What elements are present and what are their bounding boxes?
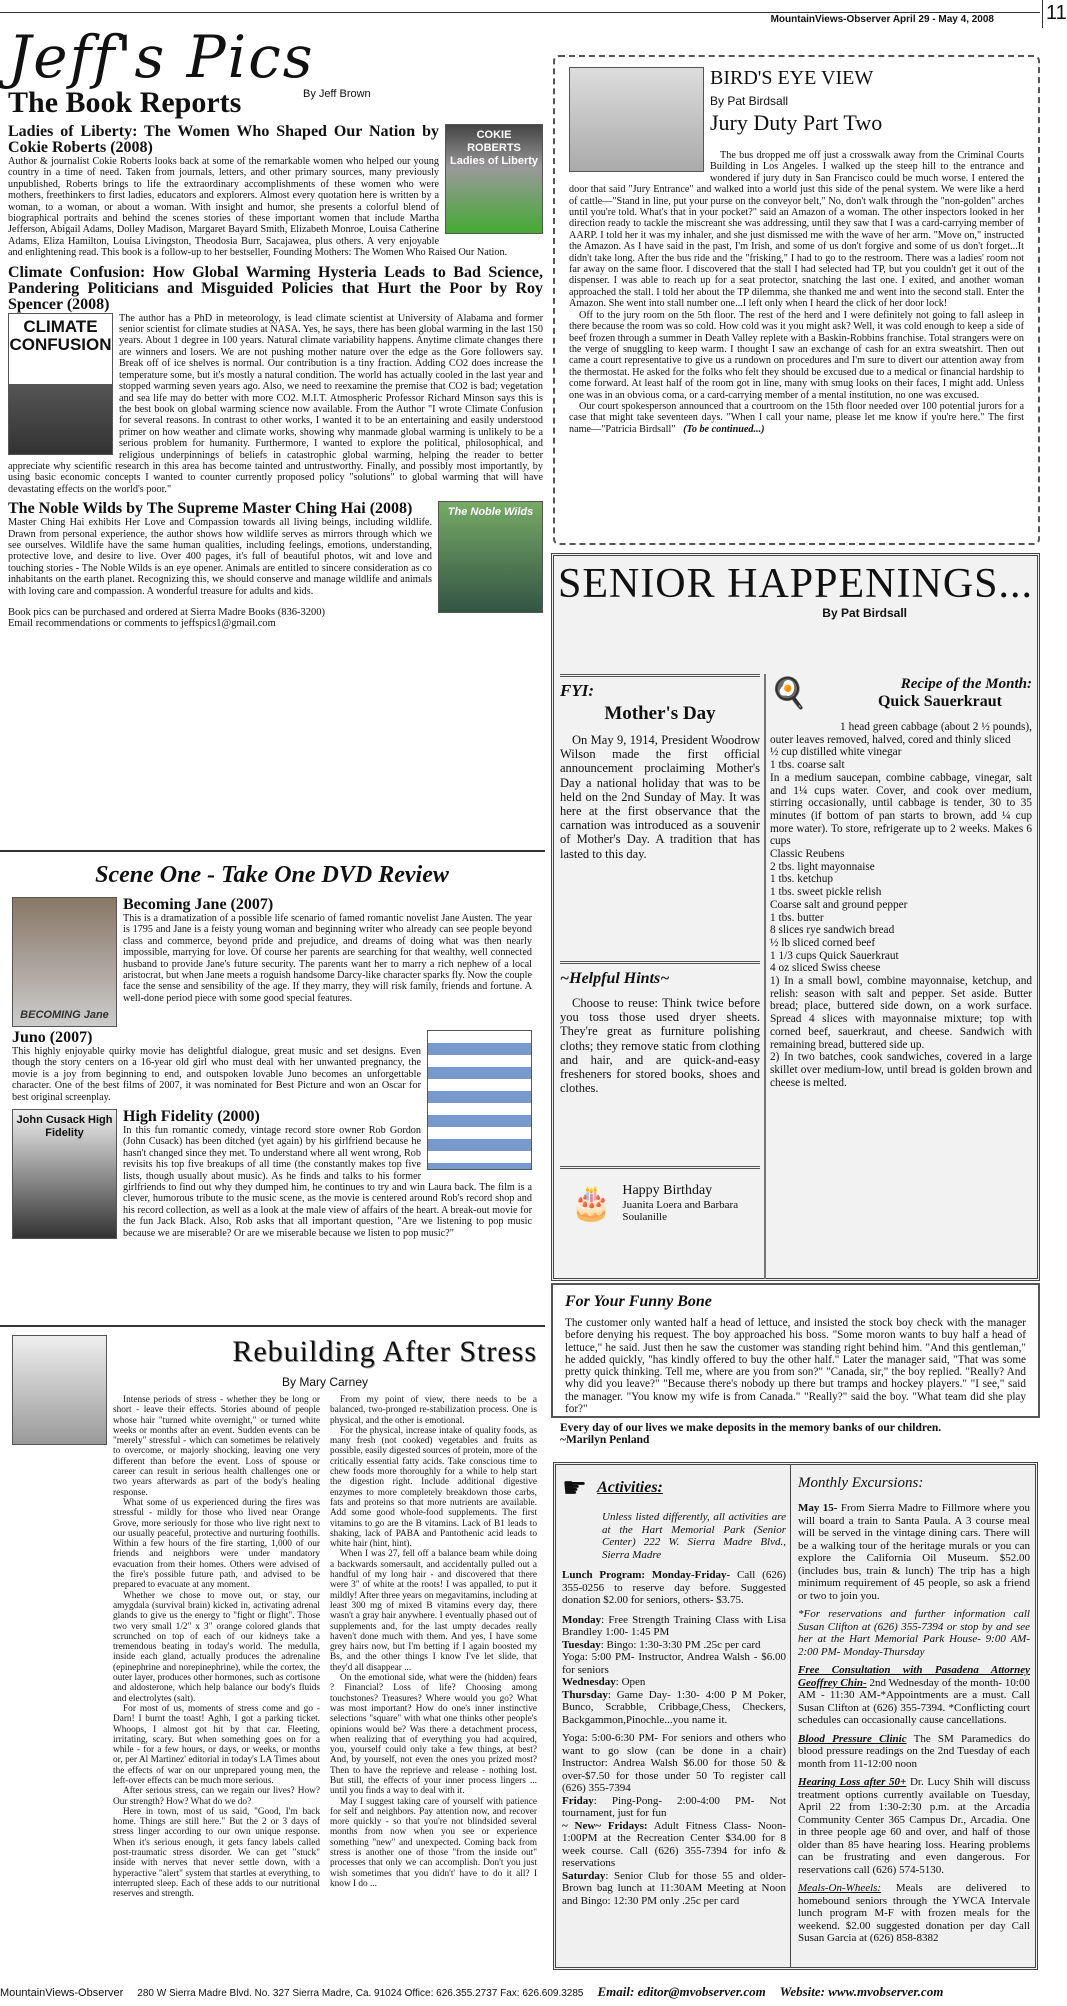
book-body: The author has a PhD in meteorology, is lead climate scientist at University of Alabama and former senior scientist for climate studies at NASA. Yes, he says, there has been global warming in the last 150 years. About 1 degree in 100 years. Natural climate variability happens. Anytime climate changes there are winners and losers. We are not pushing mother nature over the edge as the Gore followers say. Break off of ice shelves is normal. Our contribution is a tiny fraction. Adding CO2 does increase the temperature some, but it's mostly a natural condition. The world has actually cooled in the last year and stopped warming seven years ago. Also, we need to reexamine the premise that CO2 is bad; vegetation and sea life may do better with more CO2. M.I.T. Atmospheric Professor Richard Minson says this is the best book on global warming science now available. From the Author "I wrote Climate Confusion for several reasons. In contrast to other works, I wanted it to be an entertaining and easily understood primer on how weather and climate works, showing why manmade global warming is unlikely to be a serious problem for humanity. Furthermore, I wanted to explore the political, philosophical, and religious underpinnings of beliefs in catastrophic global warming, helping the reader to better appreciate why scientific research in this area has become tainted and untrustworthy. Finally, and possibly most importantly, by using basic economic concepts I wanted to counter currently proposed policy "solutions" to global warming that will have devastating effects on the world's poor." xyxy=(8,312,543,495)
purchase-note: Book pics can be purchased and ordered at Sierra Madre Books (836-3200) xyxy=(8,607,325,618)
activity-text: : Free Strength Training Class with Lisa Brandley 1:00- 1:45 PM xyxy=(562,1613,786,1638)
activities-intro: Unless listed differently, all activities are at the Hart Memorial Park (Senior Center) 222 W. Sierra Madre Blvd., Sierra Madre xyxy=(602,1511,786,1561)
dvd-cover-juno xyxy=(427,1030,532,1170)
excursion-label: Meals-On-Wheels: xyxy=(798,1882,882,1894)
recipe-line: 2) In two batches, cook sandwiches, covered in a large skillet over medium-low, until bread is golden brown and cheese is melted. xyxy=(770,1051,1032,1089)
birthday-cake-icon: 🎂 xyxy=(570,1185,613,1222)
excursions-list xyxy=(798,1502,1030,1945)
fyi-box xyxy=(560,674,760,861)
byline: By Pat Birdsall xyxy=(710,94,789,108)
section-title: SENIOR HAPPENINGS... xyxy=(557,561,1034,607)
chef-icon: 🍳 xyxy=(770,677,808,710)
fyi-label: FYI: xyxy=(560,681,594,700)
activities-box xyxy=(553,1462,1038,1970)
recipe-line: Coarse salt and ground pepper xyxy=(770,898,908,911)
activity-day: Monday xyxy=(562,1613,602,1626)
activity-text: Yoga: 5:00-6:30 PM- For seniors and others who want to go slow (can be done in a chair) Instructor: Andrea Walsh $6.00 for those 50 & over-$7.50 for those under 50 To register call (626) 355-7394 xyxy=(562,1732,786,1794)
byline: By Jeff Brown xyxy=(303,88,371,100)
column-divider xyxy=(764,674,766,1279)
dvd-item-title: High Fidelity (2000) xyxy=(123,1108,260,1126)
dvd-cover-text: BECOMING Jane xyxy=(20,1009,109,1021)
page-number: 11 xyxy=(1046,2,1067,24)
dvd-item xyxy=(12,896,532,1021)
hints-title: ~Helpful Hints~ xyxy=(560,970,670,987)
excursions-title: Monthly Excursions: xyxy=(798,1475,924,1491)
excursion-text: The SM Paramedics do blood pressure readings on the 2nd Tuesday of each month from 11-12:00 noon xyxy=(798,1732,1030,1770)
fyi-title: Mother's Day xyxy=(604,703,716,724)
byline: By Mary Carney xyxy=(281,1375,369,1389)
activity-text: Yoga: 5:00 PM- Instructor, Andrea Walsh - $6.00 for seniors xyxy=(562,1651,786,1676)
birthday-title: Happy Birthday xyxy=(622,1183,713,1198)
dvd-review-section xyxy=(12,862,532,1242)
footer-paper: MountainViews-Observer xyxy=(0,1987,124,1999)
paragraph: On the emotional side, what were the (hidden) fears ? Financial? Loss of life? Choosing among touchstones? Treasures? Where would you go? What was most important? How do one's inner instinctive selections "square" with what one thinks other people's opinions would be? Was there a detachment process, when realizing that of everything you had acquired, you, yourself could only take a few things, at best? And, by yourself, not even the ones you prized most? Then to have the reprieve and release - nothing lost. But still, the effects of your inner process lingers ... until you finds a way to deal with it. xyxy=(330,1673,537,1797)
jeffs-pics-logo: Jeff's Pics xyxy=(8,23,315,91)
jeffs-pics-section xyxy=(8,23,543,630)
book-review xyxy=(8,265,543,496)
book-title: The Noble Wilds by The Supreme Master Ching Hai (2008) xyxy=(8,500,413,518)
birds-eye-view-box xyxy=(553,55,1040,545)
dvd-item-title: Becoming Jane (2007) xyxy=(123,896,274,913)
excursion-label: Blood Pressure Clinic xyxy=(798,1732,907,1745)
book-body: Author & journalist Cokie Roberts looks back at some of the remarkable women who helped our young country in a time of need. Taken from journals, letters, and other primary sources, many previously unpublished, Roberts brings to life the extraordinary accomplishments of these women who were mothers, freethinkers to first ladies, educators and explorers. Almost every quotation here is written by a woman, to a woman, or about a woman. With insight and humor, she presents a colorful blend of biographical portraits and behind the scenes stories of these important women that include Martha Jefferson, Abigail Adams, Dolley Madison, Margaret Bayard Smith, Elizabeth Monroe, Louisa Catherine Adams, Eliza Hamilton, Louisa Livingston, Theodosia Burr, Sacajawea, plus others. A very enjoyable and enlightening read. This book is a follow-up to her bestseller, Founding Mothers: The Women Who Raised Our Nation. xyxy=(8,156,508,259)
excursions-column xyxy=(798,1475,1030,1945)
activity-day: ~ New~ Fridays: xyxy=(562,1819,648,1832)
dvd-item-body: This is a dramatization of a possible life scenario of famed romantic novelist Jane Austen. The year is 1795 and Jane is a feisty young woman and beginning writer who already can see people beyond class and commerce, beyond pride and prejudice, and dreams of doing what was then nearly impossible, marrying for love. Of course her parents are searching for that wealthy, well connected husband to provide Jane's future security. The parents want her to marry a rich nephew of a local aristocrat, but when Jane meets a roguish handsome Darcy-like character sparks fly. Now the couple face the sense and sensibility of the age. If they marry, they will risk family, friends and fortune. A well-done period piece with some good special features. xyxy=(123,913,532,1004)
recipe-line: 1) In a small bowl, combine mayonnaise, ketchup, and relish: season with salt and pepper. Set aside. Butter bread; place, buttered side down, on a work surface. Spread 4 slices with mayonnaise mixture; top with corned beef, sauerkraut, and cheese. Sandwich with remaining bread, buttered side up. xyxy=(770,975,1032,1051)
dvd-cover-text: John Cusack High Fidelity xyxy=(16,1114,113,1140)
excursion-text: From Sierra Madre to Fillmore where you will board a train to Santa Paula. A 3 course meal will be served in the vintage dining cars. There will be a walking tour of the heritage murals or you can explore the California Oil Museum. $52.00 (includes bus, train & lunch) The trip has a high minimum requirement of 45 people, so ask a friend or two to join you. xyxy=(798,1502,1030,1602)
paragraph: For the physical, increase intake of quality foods, as many fresh (not cooked) vegetables and fruits as possible, easily digested sources of protein, more of the critically essential fatty acids. Take conscious time to chew foods more thoroughly for a while to help start the digestion right. Include additional digestive enzymes to more completely breakdown those carbs, fats and proteins so that more nutrients are available. Add some good whole-food supplements. The first vitamins to go are the B vitamins. Lack of B1 leads to shaking, lack of PABA and Pantothenic acid leads to white hair (hint, hint). xyxy=(330,1425,537,1550)
footer-address: 280 W Sierra Madre Blvd. No. 327 Sierra Madre, Ca. 91024 Office: 626.355.2737 Fax: 626.609.3285 xyxy=(137,1988,584,1999)
quote xyxy=(560,1422,1040,1446)
activity-day: Lunch Program: Monday-Friday- xyxy=(562,1569,731,1581)
book-cover-noble-wilds xyxy=(438,501,543,613)
paragraph: May I suggest taking care of yourself with patience for self and neighbors. Pay attention now, and recover more quickly - so that you're not blindsided several months from now when you see or experience something "new" and unexpected. Coming back from stress is another one of those "from the inside out" processes that only we can accomplish. Don't you just wish sometimes that you didn't' have to do it all? I know I do ... xyxy=(330,1796,537,1889)
column-divider xyxy=(790,1465,791,1967)
recipe-line: 1 head green cabbage (about 2 ½ pounds), outer leaves removed, halved, cored and thinly sliced xyxy=(770,721,1032,746)
quote-author: ~Marilyn Penland xyxy=(560,1434,650,1446)
recipe-title: Quick Sauerkraut xyxy=(877,693,1002,710)
book-cover-text: COKIE ROBERTS Ladies of Liberty xyxy=(449,129,539,167)
recipe-line: ½ lb sliced corned beef xyxy=(770,936,876,949)
email-link[interactable]: Email recommendations or comments to jeffspics1@gmail.com xyxy=(8,618,276,630)
funny-body: The customer only wanted half a head of lettuce, and insisted the stock boy check with the manager before denying his request. The boy approached his boss. "Some moron wants to buy half a head of lettuce," he said. Just then he saw the customer was standing right behind him. "And this gentleman," he added quickly, "has kindly offered to buy the other half." Later the manager said, "That was some pretty quick thinking. Tell me, where are you from son?" "Canada, sir," the boy replied. "Really? And why did you leave?" "Because there's nobody up there but tramps and hockey players." "I see," said the manager. "You know my wife is from Canada." "Really?" said the boy. "What team did she play for?" xyxy=(565,1317,1026,1416)
paragraph: Our court spokesperson announced that a courtroom on the 15th floor needed over 100 potential jurors for a case that might take seventeen days. "When I call your name, please let me know if you're here." The first name—"Patricia Birdsall" xyxy=(569,400,1024,435)
book-cover-text: The Noble Wilds xyxy=(447,506,534,519)
dvd-cover-high-fidelity xyxy=(12,1109,117,1239)
dvd-item-body: In this fun romantic comedy, vintage record store owner Rob Gordon (John Cusack) has been ditched (yet again) by his girlfriend because he hasn't changed since they met. To understand where all went wrong, Rob revisits his top five breakups of all time (the constantly makes top five lists, though usually about music). As he finds and talks to his former girlfriends to find out why they dumped him, he continues to try and win Laura back. The film is a clever, humorous tribute to the music scene, as the movie is centered around Rob's record shop and his record collection, as well as a look at the male view of affairs of the heart. A break-out movie for the fun Jack Black. Also, Rob asks that all important question, "Are we listening to pop music because we are miserable? Or are we miserable because we listen to pop music?" xyxy=(123,1125,532,1239)
senior-happenings-section xyxy=(551,553,1040,1281)
activity-day: Saturday xyxy=(562,1869,606,1882)
excursion-text: Meals are delivered to homebound seniors through the YWCA Intervale lunch program M-F with frozen meals for the weekend. $2.00 suggested donation per day Call Susan Garcia at (626) 858-8382 xyxy=(798,1882,1030,1944)
dvd-item-title: Juno (2007) xyxy=(12,1029,93,1046)
pointing-hand-icon: ☛ xyxy=(562,1473,588,1504)
activity-text: : Senior Club for those 55 and older- Brown bag lunch at 11:30AM Meeting at Noon and Bingo: 12:30 PM only .25c per card xyxy=(562,1869,786,1907)
book-body: Master Ching Hai exhibits Her Love and Compassion towards all living beings, including wildlife. Drawn from personal experience, the author shows how wildlife serves as mirrors through which we see ourselves. Wildlife have the same human qualities, including feelings, emotions, understanding, protective love, and desire to live. Over 400 pages, it's full of beautiful photos, wit and love and touching stories - The Noble Wilds is an eye opener. Animals are entitled to sincere consideration as co inhabitants on the earth planet. Recognizing this, we should conserve and manage wildlife and animals with loving care and compassion. A wonderful treasure for adults and kids. xyxy=(8,517,432,597)
recipe-line: 1 tbs. butter xyxy=(770,911,824,924)
birthday-names: Juanita Loera and Barbara Soulanille xyxy=(622,1199,739,1223)
paragraph: The bus dropped me off just a crosswalk away from the Criminal Courts Building in Los Angeles. I walked up the steep hill to the entrance and wondered if jury duty in San Francisco could be much worse. I entered the door that said "Jury Entrance" and walked into a world just this side of the penal system. We were like a herd of cattle—"Stand in line, put your purse on the conveyor belt," No, don't walk through the "non-golden" arches until you're told. What's that in your pocket?" said an Amazon of a woman. The other inspectors looked in her direction ready to tackle the miscreant she was addressing, until they saw that I was a card-carrying member of AARP. I told her it was my inhaler, and she just dismissed me with the wave of her arm. "Move on," instructed the Amazon. As I have said in the past, I'm Irish, and some of us don't forgive and some of us don't forget...It didn't take long. After the bus ride and the "frisking," I had to go to the restroom. There was a ladies' room not far away on the same floor. I discovered that the stall I had selected had TP, but you couldn't get it out of the dispenser. I was able to reach up for a seat protector, snatching the last one. I exited, and another woman approached the stall. I told her about the TP dilemma, she thanked me and went into the second stall. Enter the Amazon. She went into stall number one...I left only when I heard the click of her door lock! xyxy=(569,150,1024,310)
paragraph: For most of us, moments of stress come and go - Darn! I burnt the toast! Aghh, I got a parking ticket. Whoops, I almost got hit by that car. Fleeting, irritating, scary. But when something goes on for a while - for a few hours, or days, or weeks, or months or, per Al Martinez' editorial in today's LA Times about the effects of war on our unprepared young men, the left-over effects can be much more serious. xyxy=(113,1703,320,1786)
paragraph: When I was 27, fell off a balance beam while doing a backwards somersault, and accidentally pulled out a handful of my long hair - and discovered that there were 3" of white at the roots! I was appalled, to put it mildly! After three years on megavitamins, including at least 300 mg of mixed B vitamins every day, there wasn't a gray hair anywhere. I eventually phased out of supplements and, for the last umpty decades really haven't done much with them. And yes, I have some grey hairs now, but I'm betting if I again boosted my Bs, and the other things I know I've let slide, that they'd all disappear ... xyxy=(330,1549,537,1673)
excursion-text: *For reservations and further information call Susan Clifton at (626) 355-7394 or stop by and see her at the Hart Memorial Park House- 9:00 AM-2:00 PM- Monday-Thursday xyxy=(798,1608,1030,1658)
activity-text: Adult Fitness Class- Noon-1:00PM at the Recreation Center $34.00 for 8 week course. Call (626) 355-7394 for info & reservations xyxy=(562,1819,786,1869)
article-body xyxy=(113,1395,537,1900)
book-title: Climate Confusion: How Global Warming Hysteria Leads to Bad Science, Pandering Politicians and Misguided Policies that Hurt the Poor by Roy Spencer (2008) xyxy=(8,263,543,313)
excursion-label: May 15- xyxy=(798,1502,838,1514)
continued-note: (To be continued...) xyxy=(683,423,765,435)
column-kicker: BIRD'S EYE VIEW xyxy=(710,67,874,89)
activity-day: Thursday xyxy=(562,1688,608,1701)
funny-title: For Your Funny Bone xyxy=(565,1293,712,1310)
divider xyxy=(0,850,545,852)
hints-body: Choose to reuse: Think twice before you toss those used dryer sheets. They're great as furniture polishing cloths; they remove static from clothing and hair, and are quick-and-easy fresheners for stored books, shoes and clothes. xyxy=(560,996,760,1096)
recipe-lines xyxy=(770,721,1032,1089)
recipe-box xyxy=(770,676,1032,1089)
book-cover-text: CLIMATE CONFUSION xyxy=(9,316,112,354)
paragraph: From my point of view, there needs to be a balanced, two-pronged re-stabilization process. One is physical, and the other is emotional. xyxy=(330,1395,537,1426)
footer-website[interactable]: Website: www.mvobserver.com xyxy=(779,1984,944,1999)
birthday-box xyxy=(560,1166,760,1223)
activity-day: Tuesday xyxy=(562,1638,601,1651)
activity-text: : Game Day- 1:30- 4:00 P M Poker, Bunco, Scrabble, Cribbage,Chess, Checkers, Backgammon,Pinochle...you name it. xyxy=(562,1688,786,1726)
divider xyxy=(0,1325,545,1327)
quote-text: Every day of our lives we make deposits in the memory banks of our children. xyxy=(560,1422,942,1434)
activity-day: Friday xyxy=(562,1794,594,1807)
paragraph: After serious stress, can we regain our lives? How? Our strength? How? What do we do? xyxy=(113,1786,320,1807)
recipe-line: 1 1/3 cups Quick Sauerkraut xyxy=(770,949,899,962)
activity-text: : Ping-Pong- 2:00-4:00 PM- Not tournament, just for fun xyxy=(562,1794,786,1819)
recipe-line: 4 oz sliced Swiss cheese xyxy=(770,962,881,975)
recipe-line: 1 tbs. coarse salt xyxy=(770,759,845,772)
paragraph: Intense periods of stress - whether they be long or short - leave their effects. Stories abound of people whose hair "turned white overnight," or turned white weeks or months after an event. Sudden events can be "merely" stressful - which can sometimes be relatively to overcome, or majorly shocking, leaving one very different than before the event. Loss of spouse or career can result in serious health challenges one or two years afterwards as part of the body's healing response. xyxy=(113,1395,320,1498)
page-number-rule xyxy=(1042,0,1043,28)
activities-column xyxy=(562,1471,786,1907)
book-review xyxy=(8,501,543,597)
book-cover-ladies xyxy=(445,124,543,234)
author-photo xyxy=(12,1335,107,1445)
paragraph: Here in town, most of us said, "Good, I'm back home. Things are still here." But the 2 or 3 days of stress linger according to our own unique response. When it's serious enough, it gets fancy labels called post-traumatic stress disorder. We can get "stuck" inside with nerves that never settle down, with a hyperactive "alert" system that startles at everything, to interrupted sleep. Each of these adds to our nutritional reserves and strength. xyxy=(113,1806,320,1900)
dvd-cover-becoming-jane xyxy=(12,897,117,1027)
recipe-line: In a medium saucepan, combine cabbage, vinegar, salt and 1¼ cups water. Cover, and cook over medium, stirring occasionally, until cabbage is tender, 30 to 35 minutes (if bottom of pan starts to brown, add ¼ cup more water). To store, refrigerate up to 2 weeks. Makes 6 cups xyxy=(770,771,1032,848)
hints-box xyxy=(560,961,760,1095)
recipe-line: 8 slices rye sandwich bread xyxy=(770,924,895,937)
stress-article xyxy=(12,1335,537,1900)
book-title: Ladies of Liberty: The Women Who Shaped Our Nation by Cokie Roberts (2008) xyxy=(8,123,439,156)
activity-text: : Open xyxy=(615,1676,646,1688)
dvd-item xyxy=(12,1030,532,1103)
recipe-line: 1 tbs. sweet pickle relish xyxy=(770,886,882,899)
footer-email[interactable]: Email: editor@mvobserver.com xyxy=(597,1984,766,1999)
dvd-title: Scene One - Take One DVD Review xyxy=(95,862,449,888)
paragraph: Off to the jury room on the 5th floor. The rest of the herd and I were definitely not going to fall asleep in there because the room was so cold. How cold was it you might ask? Well, it was cold enough to keep a side of beef frozen through a summer in Death Valley replete with a Baskin-Robbins franchise. Total strangers were on the verge of snuggling to keep warm. I thought I saw an exchange of cash for an extra sweatshirt. Then out came a court representative to give us a rundown on procedures and I'm sure to divert our attention away from the thermostat. He asked for the folks who felt they should be excused due to a medical or financial hardship to come forward. At least half of the room got in line, many with smug looks on their faces, I might add. Unless one was in an obvious coma, or a card-carrying member of a mental institution, no one was excused. xyxy=(569,309,1024,401)
book-review xyxy=(8,124,543,259)
book-cover-climate xyxy=(8,313,113,455)
recipe-line: 2 tbs. light mayonnaise xyxy=(770,860,875,873)
activity-text: : Bingo: 1:30-3:30 PM .25c per card xyxy=(600,1638,761,1651)
excursion-text: 2nd Wednesday of the month- 10:00 AM - 11:30 AM-*Appointments are a must. Call Susan Clifton at (626) 355-7394. *Conflicting court schedules can occasionally cause cancellations. xyxy=(798,1676,1030,1726)
byline: By Pat Birdsall xyxy=(822,606,907,620)
header-rule xyxy=(0,12,1040,13)
author-photo xyxy=(569,67,704,172)
recipe-line: ½ cup distilled white vinegar xyxy=(770,746,902,759)
excursion-label: Free Consultation with Pasadena Attorney Geoffrey Chin- xyxy=(798,1664,1030,1689)
paragraph: Whether we chose to move out, or stay, our amygdala (survival brain) kicked in, activating adrenal glands to give us the energy to "fight or flight". Those two very small 1/2" x 3" orange colored glands that scrunched on top of each of our kidneys take a tremendous beating in today's world. The medulla, inside each gland, actually produces the adrenaline (epinephrine and norepinephrine), while the cortex, the outer layer, produces other hormones, such as cortisone and aldosterone, which help balance our body's fluids and electrolytes (salt). xyxy=(113,1590,320,1704)
column-title: Jury Duty Part Two xyxy=(710,110,883,135)
activity-day: Wednesday xyxy=(562,1676,616,1688)
fyi-body: On May 9, 1914, President Woodrow Wilson made the first official announcement proclaiming Mother's Day a national holiday that was to be held on the 2nd Sunday of May. It was here at the first observance that the carnation was introduced as a souvenir of Mother's Day. A tradition that has lasted to this day. xyxy=(560,733,760,861)
footer xyxy=(0,1984,1056,2000)
activities-title: Activities: xyxy=(597,1479,663,1496)
issue-date: MountainViews-Observer April 29 - May 4, 2008 xyxy=(770,14,994,25)
activity-text: Call (626) 355-0256 to reserve day before. Suggested donation $2.00 for seniors, others- $3.75. xyxy=(562,1569,786,1606)
excursion-text: Dr. Lucy Shih will discuss treatment options currently available on Tuesday, April 22 from 1:30-2:30 p.m. at the Arcadia Community Center 365 Campus Dr., Arcadia. One in three people age 60 and over, and half of those older than 85 have hearing loss. Hearing problems can be frustrating and even dangerous. For reservations call (626) 574-5130. xyxy=(798,1776,1030,1876)
funny-bone-box xyxy=(551,1283,1040,1418)
book-reports-title: The Book Reports xyxy=(8,86,242,119)
recipe-label: Recipe of the Month: xyxy=(900,676,1032,692)
dvd-item-body: This highly enjoyable quirky movie has delightful dialogue, great music and set designs. Even though the story centers on a 16-year old girl who must deal with her unwanted pregnancy, the movie is a joy from beginning to end, and outspoken lovable Juno becomes an unforgettable character. One of the best films of 2007, it was nominated for Best Picture and won an Oscar for best original screenplay. xyxy=(12,1046,421,1103)
paragraph: What some of us experienced during the fires was stressful - mildly for those who lived near Orange Grove, more seriously for those who live right next to our usually peaceful, protective and nurturing foothills. Within a few hours of the fire starting, 1,000 of our friends and neighbors were under mandatory evacuation from their homes. Others were advised of the fire's possible future path, and advised to be prepared to evacuate at any moment. xyxy=(113,1497,320,1591)
activities-list xyxy=(562,1569,786,1907)
article-title: Rebuilding After Stress xyxy=(232,1335,537,1368)
recipe-line: 1 tbs. ketchup xyxy=(770,873,834,886)
recipe-line: Classic Reubens xyxy=(770,848,845,861)
excursion-label: Hearing Loss after 50+ xyxy=(798,1776,907,1788)
